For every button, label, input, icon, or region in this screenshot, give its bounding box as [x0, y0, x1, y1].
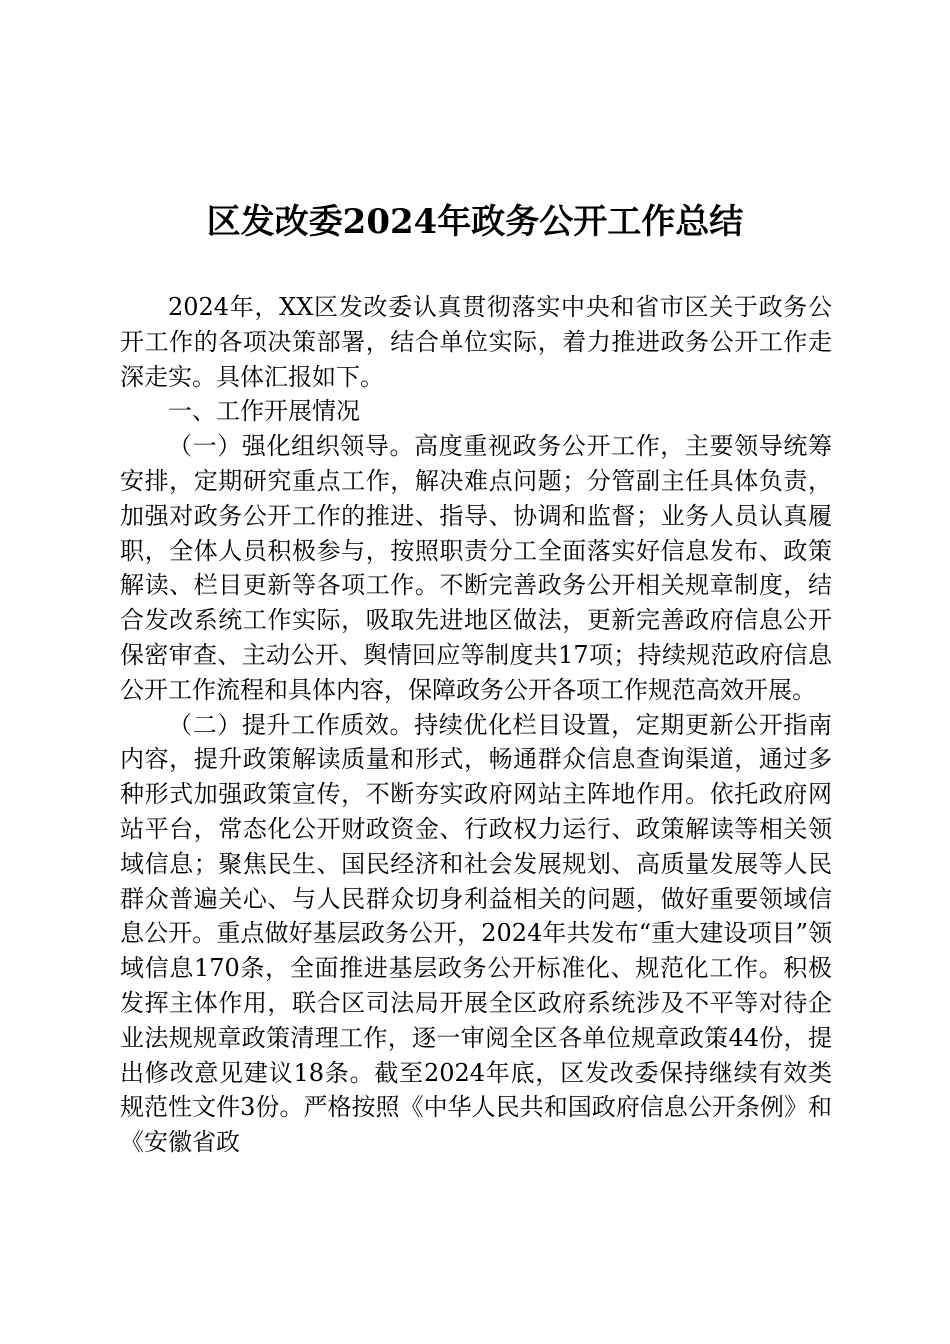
subsection-lead-quality: （二）提升工作质效。 [168, 710, 415, 739]
subsection-text-leadership: 高度重视政务公开工作，主要领导统筹安排，定期研究重点工作，解决难点问题；分管副主任具体负责，加强对政务公开工作的推进、指导、协调和监督；业务人员认真履职，全体人员积极参与，按照职责分工全面落实好信息发布、政策解读、栏目更新等各项工作。不断完善政务公开相关规章制度，结合发改系统工作实际，吸取先进地区做法，更新完善政府信息公开保密审查、主动公开、舆情回应等制度共17项；持续规范政府信息公开工作流程和具体内容，保障政务公开各项工作规范高效开展。 [120, 432, 833, 704]
subsection-paragraph-quality [120, 708, 832, 1160]
document-title: 区发改委2024年政务公开工作总结 [206, 202, 744, 242]
section-heading-work-status: 一、工作开展情况 [168, 397, 360, 426]
document-body [120, 290, 832, 1160]
subsection-paragraph-leadership [120, 429, 832, 707]
subsection-text-quality: 持续优化栏目设置，定期更新公开指南内容，提升政策解读质量和形式，畅通群众信息查询渠道，通过多种形式加强政策宣传，不断夯实政府网站主阵地作用。依托政府网站平台，常态化公开财政资金、行政权力运行、政策解读等相关领域信息；聚焦民生、国民经济和社会发展规划、高质量发展等人民群众普遍关心、与人民群众切身利益相关的问题，做好重要领域信息公开。重点做好基层政务公开，2024年共发布“重大建设项目”领域信息170条，全面推进基层政务公开标准化、规范化工作。积极发挥主体作用，联合区司法局开展全区政府系统涉及不平等对待企业法规规章政策清理工作，逐一审阅全区各单位规章政策44份，提出修改意见建议18条。截至2024年底，区发改委保持继续有效类规范性文件3份。严格按照《中华人民共和国政府信息公开条例》和《安徽省政 [120, 710, 833, 1157]
intro-paragraph: 2024年，XX区发改委认真贯彻落实中央和省市区关于政务公开工作的各项决策部署，结合单位实际，着力推进政务公开工作走深走实。具体汇报如下。 [120, 293, 832, 391]
subsection-lead-leadership: （一）强化组织领导。 [168, 432, 415, 461]
